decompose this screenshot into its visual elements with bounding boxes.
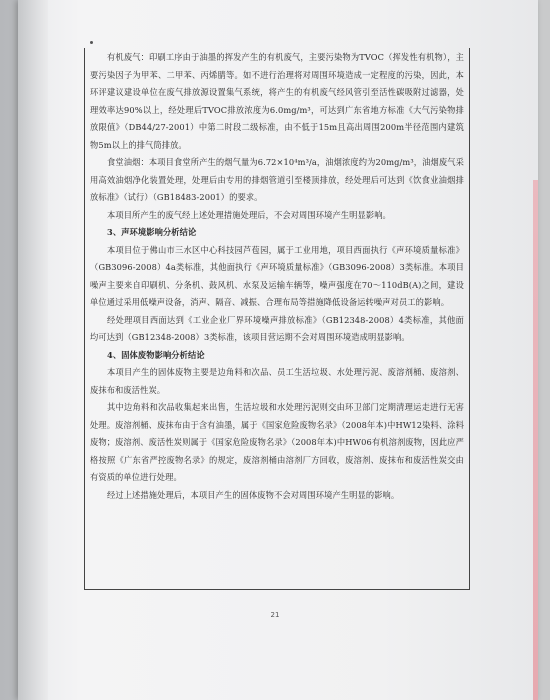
paper-speck [90, 41, 93, 44]
paragraph-canteen-fumes: 食堂油烟：本项目食堂所产生的烟气量为6.72×10⁴m³/a，油烟浓度约为20mg/m³，油烟废气采用高效油烟净化装置处理，处理后由专用的排烟管道引至楼顶排放，经处理后可达到《饮食业油烟排放标准》（试行）（GB18483-2001）的要求。 [90, 157, 464, 202]
pink-page-edge [533, 180, 538, 700]
heading-acoustic-environment: 3、声环境影响分析结论 [107, 227, 197, 237]
heading-solid-waste: 4、固体废物影响分析结论 [107, 349, 205, 360]
page-binding-shadow [18, 0, 48, 700]
paragraph-noise-standards: 经处理项目西面达到《工业企业厂界环境噪声排放标准》（GB12348-2008）4类标准，其他面均可达到（GB12348-2008）3类标准，该项目营运期不会对周围环境造成明显影响。 [90, 314, 464, 342]
paragraph-gas-conclusion: 本项目所产生的废气经上述处理措施处理后，不会对周围环境产生明显影响。 [107, 209, 391, 220]
document-body [90, 49, 464, 504]
paragraph-noise-sources: 本项目位于佛山市三水区中心科技园芦苞园，属于工业用地，项目西面执行《声环境质量标准》（GB3096-2008）4a类标准，其他面执行《声环境质量标准》（GB3096-2008）3类标准。本项目噪声主要来自印刷机、分条机、鼓风机、水泵及运输车辆等，噪声强度在70～110dB(A)之间，建设单位通过采用低噪声设备，消声、隔音、减振、合理布局等措施降低设备运转噪声对员工的影响。 [90, 244, 464, 307]
paragraph-solid-waste-handling: 其中边角料和次品收集起来出售，生活垃圾和水处理污泥则交由环卫部门定期清理运走进行无害处理。废溶剂桶、废抹布由于含有油墨，属于《国家危险废物名录》（2008年本)中HW12染料、涂料废物；废溶剂、废活性炭则属于《国家危险废物名录》（2008年本)中HW06有机溶剂废物，因此应严格按照《广东省严控废物名录》的规定，废溶剂桶由溶剂厂方回收，废溶剂、废抹布和废活性炭交由有资质的单位进行处理。 [90, 402, 464, 482]
paragraph-organic-waste-gas: 有机废气：印刷工序由于油墨的挥发产生的有机废气，主要污染物为TVOC（挥发性有机物），主要污染因子为甲苯、二甲苯、丙烯腈等。如不进行治理将对周围环境造成一定程度的污染，因此，本环评建议建设单位在废气排放源设置集气系统，将产生的有机废气经风管引至活性碳吸附过滤器，处理效率达90%以上，经处理后TVOC排放浓度为6.0mg/m³，可达到广东省地方标准《大气污染物排放限值》（DB44/27-2001）中第二时段二级标准，由不低于15m且高出周围200m半径范围内建筑物5m以上的排气筒排放。 [90, 52, 464, 150]
paragraph-solid-waste-conclusion: 经过上述措施处理后，本项目产生的固体废物不会对周围环境产生明显的影响。 [107, 489, 400, 500]
page-number: 21 [270, 611, 280, 619]
paragraph-solid-waste-types: 本项目产生的固体废物主要是边角料和次品、员工生活垃圾、水处理污泥、废溶剂桶、废溶剂、废抹布和废活性炭。 [90, 367, 464, 395]
